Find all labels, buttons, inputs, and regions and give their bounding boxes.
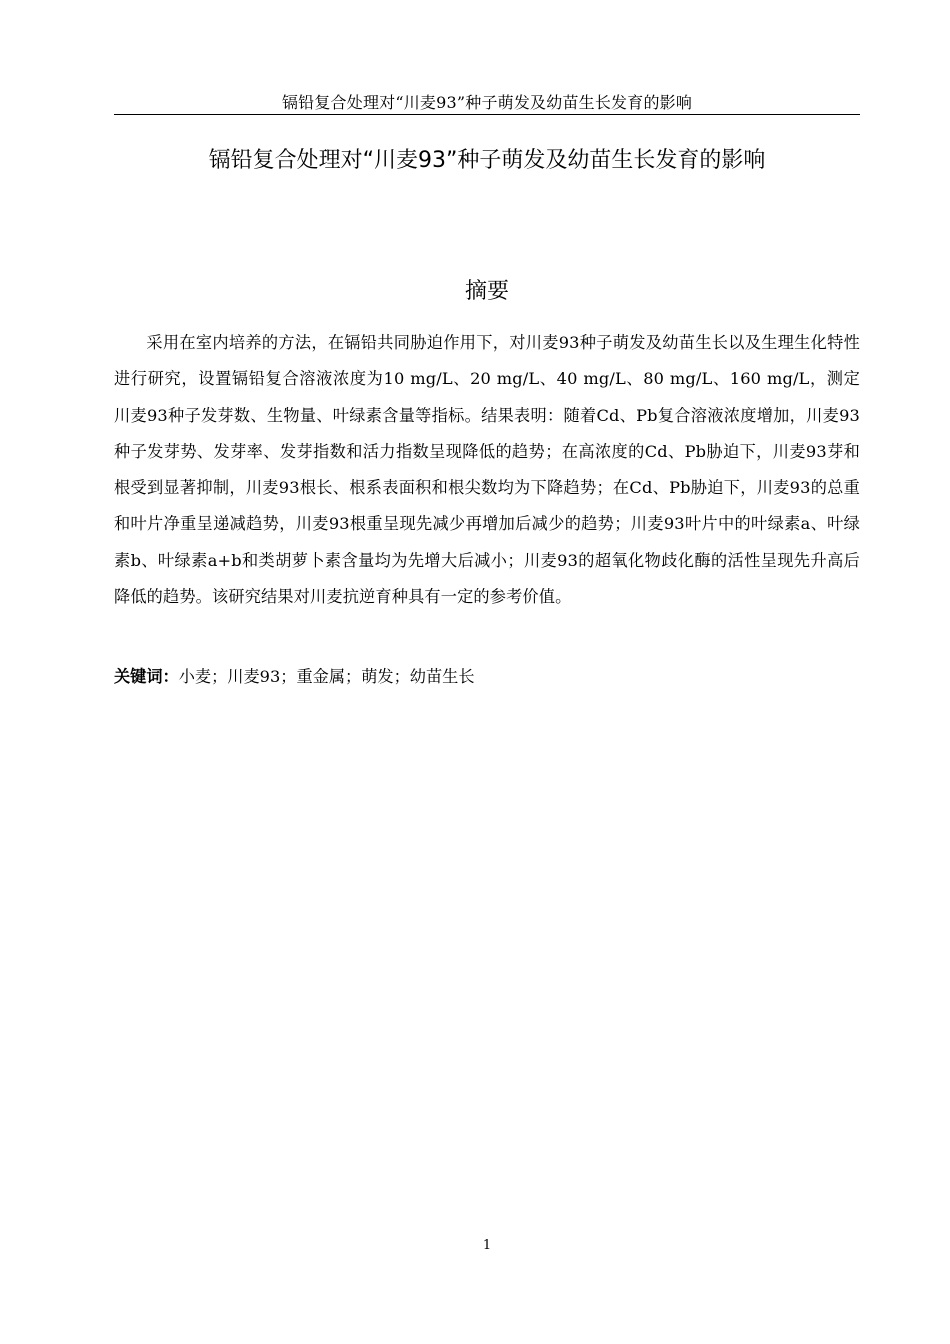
page-number: 1 (482, 1238, 492, 1253)
running-header: 镉铅复合处理对“川麦93”种子萌发及幼苗生长发育的影响 (281, 93, 693, 112)
keywords-text: 小麦；川麦93；重金属；萌发；幼苗生长 (178, 667, 475, 686)
document-title: 镉铅复合处理对“川麦93”种子萌发及幼苗生长发育的影响 (208, 148, 766, 173)
abstract-heading: 摘要 (464, 279, 509, 304)
keywords-label: 关键词： (114, 667, 179, 686)
abstract-body: 采用在室内培养的方法，在镉铅共同胁迫作用下，对川麦93种子萌发及幼苗生长以及生理生化特性进行研究，设置镉铅复合溶液浓度为10 mg/L、20 mg/L、40 mg/L、80 mg/L、160 mg/L，测定川麦93种子发芽数、生物量、叶绿素含量等指标。结果表明：随着Cd、Pb复合溶液浓度增加，川麦93种子发芽势、发芽率、发芽指数和活力指数呈现降低的趋势；在高浓度的Cd、Pb胁迫下，川麦93芽和根受到显著抑制，川麦93根长、根系表面积和根尖数均为下降趋势；在Cd、Pb胁迫下，川麦93的总重和叶片净重呈递减趋势，川麦93根重呈现先减少再增加后减少的趋势；川麦93叶片中的叶绿素a、叶绿素b、叶绿素a+b和类胡萝卜素含量均为先增大后减小；川麦93的超氧化物歧化酶的活性呈现先升高后降低的趋势。该研究结果对川麦抗逆育种具有一定的参考价值。 (114, 333, 860, 607)
keywords-line (114, 662, 860, 692)
header-rule (114, 114, 860, 115)
